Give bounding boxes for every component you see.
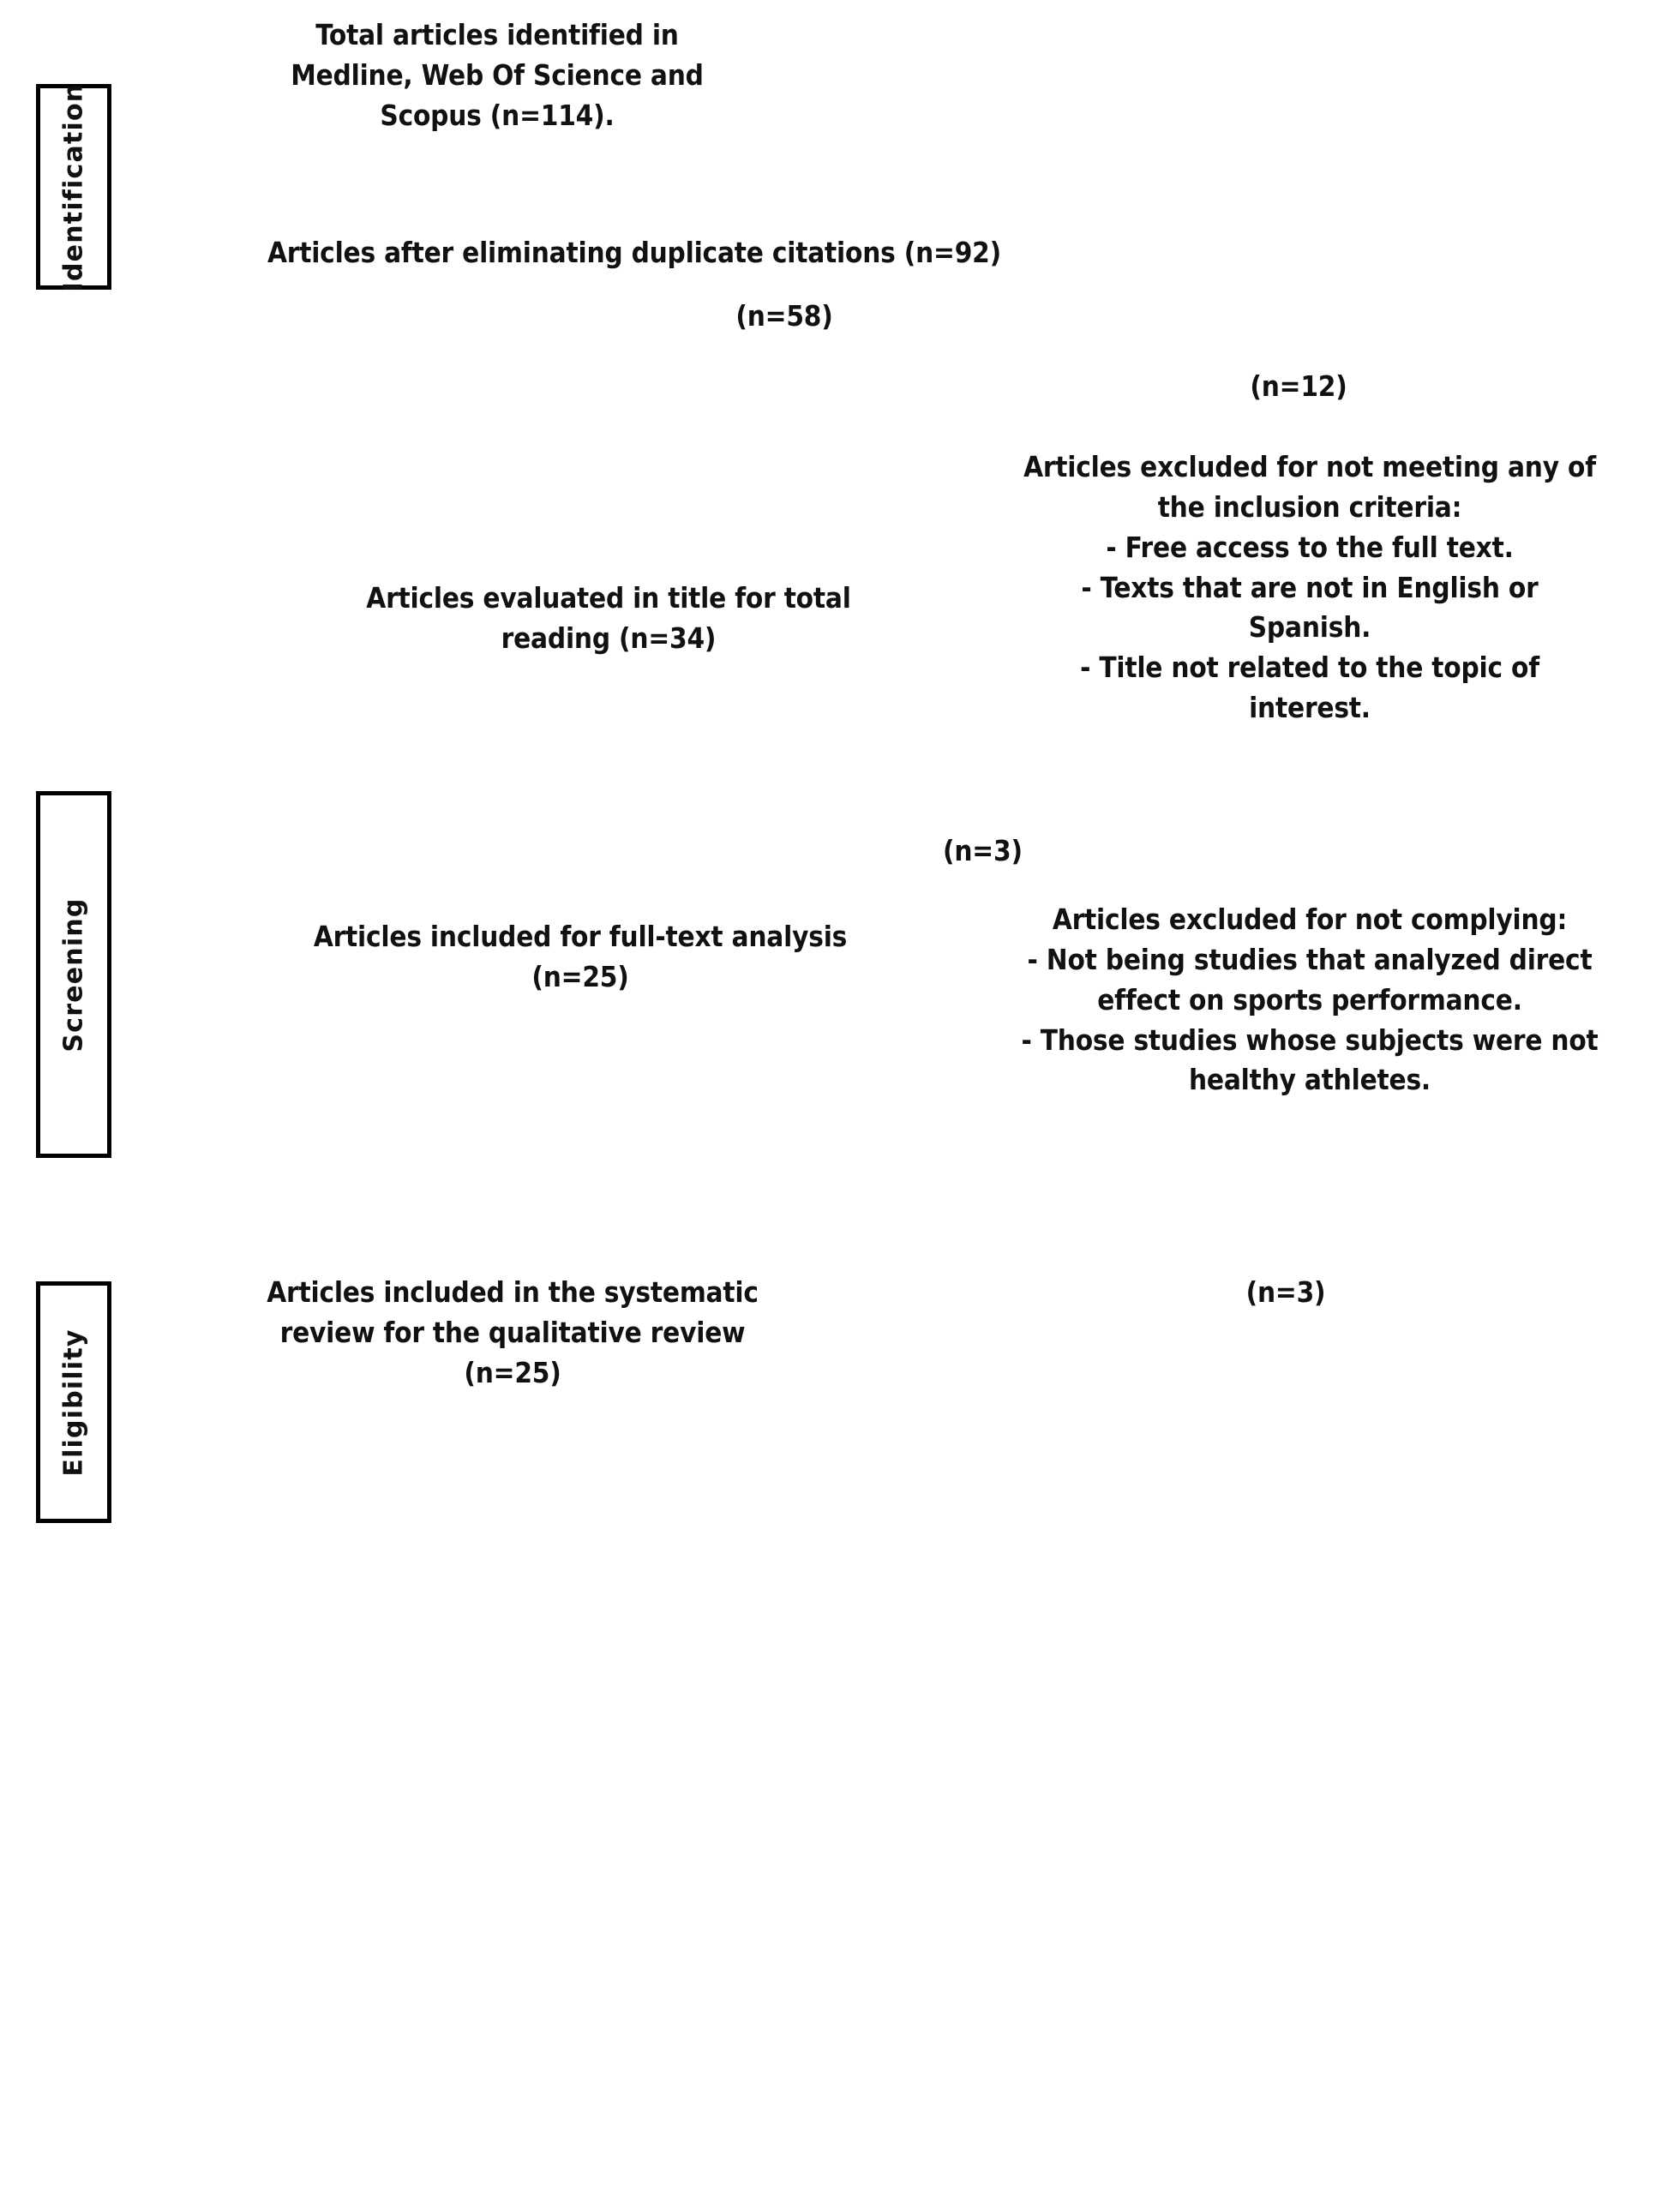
stage-box-eligibility [36, 1281, 111, 1523]
text-line-2: (n=25) [464, 1355, 561, 1389]
node-excluded-eligibility-criteria [958, 900, 1661, 1101]
stage-label-identification: Identification [58, 82, 89, 291]
text-line-6: interest. [1249, 691, 1371, 725]
text-line-0: Articles included in the systematic [267, 1275, 759, 1309]
text-line-5: - Title not related to the topic of [1080, 651, 1539, 685]
text-line-4: Spanish. [1248, 610, 1371, 645]
text-line-1: review for the qualitative review [279, 1315, 746, 1349]
stage-box-identification [36, 84, 111, 290]
node-excluded-screening-criteria [958, 447, 1661, 729]
text-line-0: Articles after eliminating duplicate citations (n=92) [267, 236, 1002, 269]
text-line-1: Medline, Web Of Science and [291, 57, 704, 92]
count-excluded-eligibility [943, 831, 1114, 872]
text-line-1: the inclusion criteria: [1157, 489, 1462, 524]
text-line-3: - Those studies whose subjects were not [1021, 1023, 1599, 1057]
stage-label-screening: Screening [58, 897, 89, 1053]
node-articles-evaluated-title [317, 579, 900, 659]
node-articles-included-systematic-review [247, 1273, 778, 1394]
text-line-0: Total articles identified in [315, 18, 679, 51]
text-line-1: - Not being studies that analyzed direct [1027, 942, 1593, 976]
node-articles-fulltext-analysis [242, 917, 919, 998]
text-line-0: Articles excluded for not complying: [1052, 903, 1568, 936]
text-line-0: (n=3) [943, 834, 1023, 867]
text-line-2: - Free access to the full text. [1106, 530, 1514, 564]
stage-label-eligibility: Eligibility [58, 1328, 89, 1477]
text-line-2: Scopus (n=114). [380, 98, 615, 132]
stage-box-screening [36, 791, 111, 1158]
text-line-0: (n=58) [735, 299, 833, 333]
text-line-0: Articles evaluated in title for total [366, 581, 851, 615]
text-line-0: (n=12) [1250, 369, 1347, 403]
text-line-4: healthy athletes. [1188, 1063, 1431, 1097]
count-excluded-duplicates [634, 297, 934, 337]
text-line-3: - Texts that are not in English or [1081, 570, 1539, 604]
text-line-0: (n=3) [1245, 1275, 1326, 1309]
count-excluded-final [1114, 1273, 1457, 1313]
text-line-1: (n=25) [531, 959, 629, 993]
text-line-0: Articles excluded for not meeting any of [1023, 450, 1596, 483]
text-line-0: Articles included for full-text analysis [313, 920, 848, 953]
text-line-1: reading (n=34) [501, 621, 717, 655]
count-excluded-screening-secondary [1153, 367, 1444, 407]
node-articles-identified [219, 15, 776, 136]
text-line-2: effect on sports performance. [1097, 982, 1522, 1017]
node-articles-after-duplicates [146, 233, 1123, 273]
